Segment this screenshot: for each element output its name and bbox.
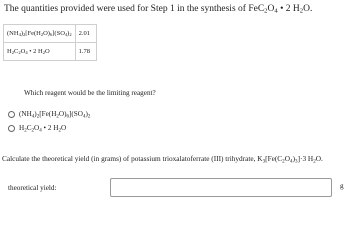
table-row: [4, 43, 97, 61]
quantity-cell: 1.78: [75, 43, 96, 61]
option-label: $H_2C_2O_4$ • 2 $H_2O$: [19, 124, 67, 134]
target-compound-formula: $K_3[Fe(C_2O_4)_3]\cdot 3$ $H_2O$.: [257, 154, 323, 165]
table-row: [4, 25, 97, 43]
reagent-cell: $H_2C_2O_4$ • 2 $H_2O$: [4, 43, 76, 61]
calculation-prompt: Calculate the theoretical yield (in grams) of potassium trioxalatoferrate (III) trihydrate, $K_3[Fe(C_2O_4)_3]\cdot 3$ $H_2O$.: [2, 154, 323, 165]
quantity-cell: 2.01: [75, 25, 96, 43]
intro-text: The quantities provided were used for Step 1 in the synthesis of $FeC_2O_4$ • 2 $H_2O$.: [4, 4, 313, 15]
radio-button[interactable]: [8, 111, 15, 118]
option-oxalic-acid[interactable]: [8, 124, 66, 132]
unit-label: g: [340, 182, 344, 190]
option-label: $(NH_4)_2[Fe(H_2O)_6](SO_4)_2$: [19, 110, 91, 120]
quantities-table: [3, 24, 97, 61]
theoretical-yield-input[interactable]: [110, 178, 332, 197]
product-formula: $FeC_2O_4$ • 2 $H_2O$.: [248, 4, 313, 15]
option-ammonium-iron-sulfate[interactable]: [8, 110, 90, 118]
reagent-cell: $(NH_4)_2[Fe(H_2O)_6](SO_4)_2$: [4, 25, 76, 43]
limiting-reagent-question: Which reagent would be the limiting reagent?: [24, 89, 156, 97]
theoretical-yield-label: theoretical yield:: [8, 184, 57, 192]
radio-button[interactable]: [8, 125, 15, 132]
